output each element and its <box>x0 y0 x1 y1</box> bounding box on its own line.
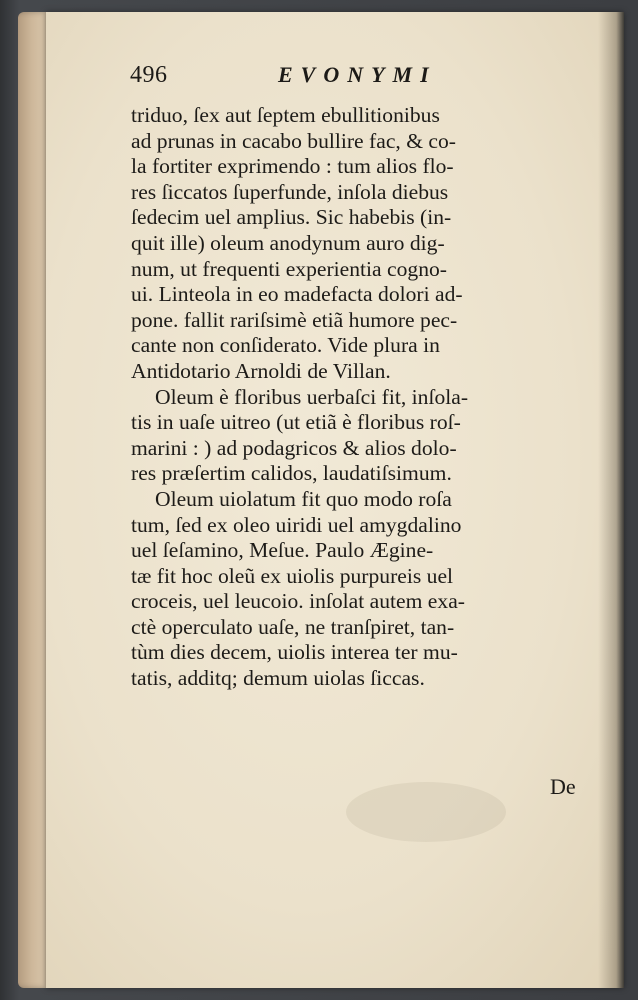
text-line: Oleum è floribus uerbaſci fit, inſola- <box>155 384 469 409</box>
text-line: pone. fallit rariſsimè etiã humore pec- <box>131 307 458 332</box>
text-line: ad prunas in cacabo bullire fac, & co- <box>131 128 456 153</box>
text-line: la fortiter exprimendo : tum alios flo- <box>131 154 454 179</box>
text-line: ctè operculato uaſe, ne tranſpiret, tan- <box>131 614 455 639</box>
text-line: tis in uaſe uitreo (ut etiã è floribus roſ- <box>131 410 461 435</box>
text-line: res ſiccatos ſuperfunde, inſola diebus <box>131 179 449 204</box>
text-line: triduo, ſex aut ſeptem ebullitionibus <box>131 103 440 127</box>
page-gutter-shadow <box>598 12 624 988</box>
page-number: 496 <box>130 62 168 88</box>
page-header <box>130 62 460 92</box>
text-line: cante non conſiderato. Vide plura in <box>131 333 440 358</box>
text-line: tatis, additq; demum uiolas ſiccas. <box>131 666 425 691</box>
text-line: Antidotario Arnoldi de Villan. <box>131 358 391 383</box>
text-line: Oleum uiolatum fit quo modo roſa <box>155 486 452 511</box>
running-head: EVONYMI <box>278 62 437 87</box>
text-line: tum, ſed ex oleo uiridi uel amygdalino <box>131 512 462 537</box>
text-line: tùm dies decem, uiolis interea ter mu- <box>131 640 458 665</box>
paper-stain <box>346 782 506 842</box>
text-line: quit ille) oleum anodynum auro dig- <box>131 230 445 255</box>
text-line: uel ſeſamino, Meſue. Paulo Ægine- <box>131 538 434 563</box>
text-line: marini : ) ad podagricos & alios dolo- <box>131 435 457 460</box>
text-line: res præſertim calidos, laudatiſsimum. <box>131 461 452 486</box>
text-line: num, ut frequenti experientia cogno- <box>131 256 447 281</box>
catchword: De <box>550 774 576 799</box>
text-line: ui. Linteola in eo madefacta dolori ad- <box>131 282 463 307</box>
body-text <box>131 103 587 692</box>
text-line: tæ fit hoc oleũ ex uiolis purpureis uel <box>131 563 454 588</box>
text-line: ſedecim uel amplius. Sic habebis (in- <box>131 205 452 230</box>
text-line: croceis, uel leucoio. inſolat autem exa- <box>131 589 465 614</box>
